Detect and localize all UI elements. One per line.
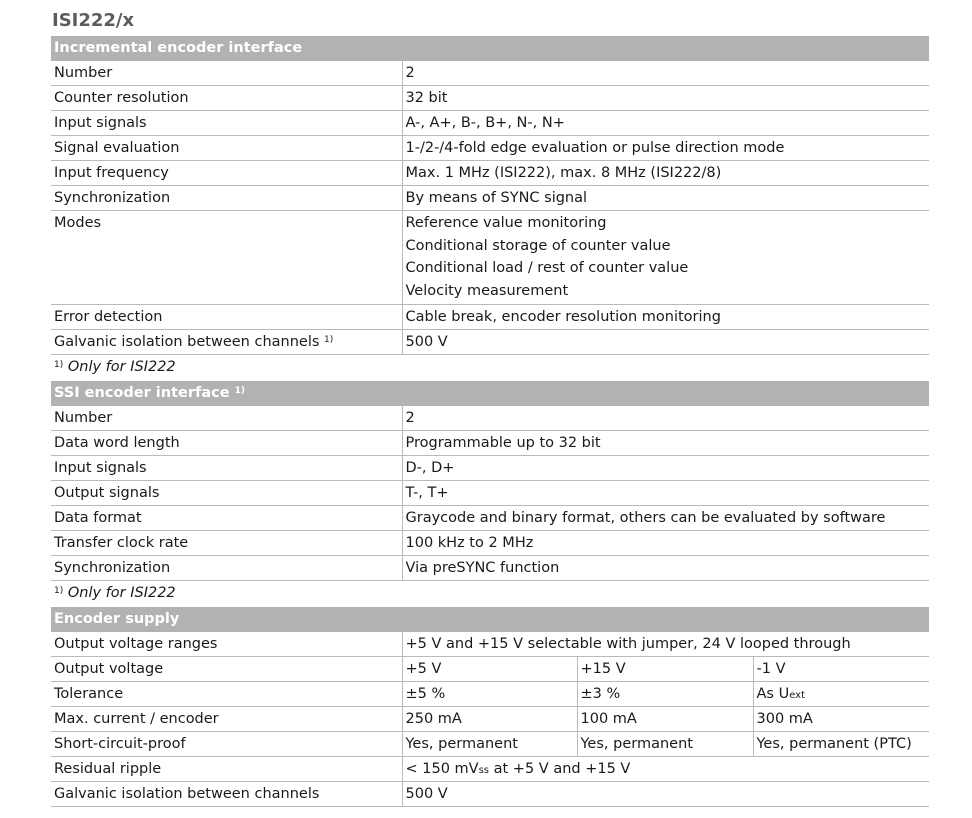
- row-label: Data format: [51, 506, 402, 531]
- section-title: [51, 381, 929, 406]
- table-row: [51, 506, 929, 531]
- row-label: Input signals: [51, 456, 402, 481]
- row-value: Via preSYNC function: [402, 556, 929, 581]
- row-value: 2: [402, 406, 929, 431]
- row-value: 100 kHz to 2 MHz: [402, 531, 929, 556]
- row-label: Transfer clock rate: [51, 531, 402, 556]
- table-row: [51, 111, 929, 136]
- footnote-marker: 1): [324, 335, 334, 345]
- row-value: A-, A+, B-, B+, N-, N+: [402, 111, 929, 136]
- row-value: Yes, permanent: [402, 732, 577, 757]
- footnote-marker: 1): [54, 586, 64, 596]
- row-label: Output signals: [51, 481, 402, 506]
- value-subscript: ext: [789, 690, 806, 701]
- row-value: Programmable up to 32 bit: [402, 431, 929, 456]
- row-value: +5 V and +15 V selectable with jumper, 24 V looped through: [402, 632, 929, 657]
- table-row: [51, 782, 929, 807]
- footnote: [51, 355, 929, 382]
- table-row: [51, 632, 929, 657]
- value-rest: at +5 V and +15 V: [489, 761, 631, 777]
- table-row: [51, 330, 929, 355]
- mode-item: Conditional load / rest of counter value: [405, 260, 689, 276]
- row-value: ±5 %: [402, 682, 577, 707]
- footnote-marker: 1): [234, 386, 245, 396]
- page-title: ISI222/x: [52, 10, 135, 31]
- section-title-text: SSI encoder interface: [54, 385, 230, 401]
- table-row: [51, 531, 929, 556]
- mode-item: Velocity measurement: [405, 282, 569, 299]
- row-value: +15 V: [577, 657, 753, 682]
- row-label: Synchronization: [51, 556, 402, 581]
- row-value: [402, 757, 929, 782]
- table-row-modes: [51, 211, 929, 305]
- table-row: [51, 186, 929, 211]
- row-value: 2: [402, 61, 929, 86]
- row-value: Max. 1 MHz (ISI222), max. 8 MHz (ISI222/8): [402, 161, 929, 186]
- row-label: [51, 330, 402, 355]
- footnote-marker: 1): [54, 360, 64, 370]
- value-subscript: ss: [478, 765, 490, 776]
- footnote-text: [51, 581, 929, 608]
- section-header-ssi: [51, 381, 929, 406]
- footnote-label: Only for ISI222: [67, 585, 176, 601]
- table-row: [51, 86, 929, 111]
- row-value: 1-/2-/4-fold edge evaluation or pulse direction mode: [402, 136, 929, 161]
- row-value: -1 V: [753, 657, 929, 682]
- modes-list: [402, 211, 929, 305]
- row-label: Tolerance: [51, 682, 402, 707]
- row-label: Short-circuit-proof: [51, 732, 402, 757]
- mode-item: Reference value monitoring: [405, 215, 607, 231]
- row-label: Input signals: [51, 111, 402, 136]
- table-row: [51, 136, 929, 161]
- table-row: [51, 657, 929, 682]
- row-value: D-, D+: [402, 456, 929, 481]
- row-label: Counter resolution: [51, 86, 402, 111]
- row-label: Input frequency: [51, 161, 402, 186]
- table-row: [51, 431, 929, 456]
- row-label: Number: [51, 61, 402, 86]
- row-value: 250 mA: [402, 707, 577, 732]
- row-label-text: Galvanic isolation between channels: [54, 334, 320, 350]
- table-row: [51, 757, 929, 782]
- mode-item: Conditional storage of counter value: [405, 237, 671, 254]
- table-row: [51, 682, 929, 707]
- row-value: 32 bit: [402, 86, 929, 111]
- row-value: 100 mA: [577, 707, 753, 732]
- table-row: [51, 732, 929, 757]
- row-label: Number: [51, 406, 402, 431]
- value-main: < 150 mV: [405, 761, 479, 777]
- section-header-incremental: [51, 36, 929, 61]
- row-value: [753, 682, 929, 707]
- section-title: Encoder supply: [51, 607, 929, 632]
- row-value: Yes, permanent (PTC): [753, 732, 929, 757]
- value-main: As U: [756, 686, 790, 702]
- row-label: Galvanic isolation between channels: [51, 782, 402, 807]
- row-value: +5 V: [402, 657, 577, 682]
- section-title: Incremental encoder interface: [51, 36, 929, 61]
- row-value: T-, T+: [402, 481, 929, 506]
- row-value: 300 mA: [753, 707, 929, 732]
- row-label: Max. current / encoder: [51, 707, 402, 732]
- table-row: [51, 61, 929, 86]
- row-value: By means of SYNC signal: [402, 186, 929, 211]
- spec-table: [51, 36, 929, 807]
- row-label: Signal evaluation: [51, 136, 402, 161]
- row-value: 500 V: [402, 330, 929, 355]
- table-row: [51, 305, 929, 330]
- footnote: [51, 581, 929, 608]
- row-value: Cable break, encoder resolution monitoring: [402, 305, 929, 330]
- row-label: Data word length: [51, 431, 402, 456]
- table-row: [51, 707, 929, 732]
- row-value: 500 V: [402, 782, 929, 807]
- table-row: [51, 556, 929, 581]
- row-label: Output voltage: [51, 657, 402, 682]
- table-row: [51, 161, 929, 186]
- table-row: [51, 406, 929, 431]
- row-label: Synchronization: [51, 186, 402, 211]
- row-label: Error detection: [51, 305, 402, 330]
- footnote-text: [51, 355, 929, 382]
- row-value: ±3 %: [577, 682, 753, 707]
- section-header-supply: [51, 607, 929, 632]
- row-value: Yes, permanent: [577, 732, 753, 757]
- table-row: [51, 456, 929, 481]
- row-label: Residual ripple: [51, 757, 402, 782]
- row-label: Output voltage ranges: [51, 632, 402, 657]
- table-row: [51, 481, 929, 506]
- row-label: Modes: [51, 211, 402, 305]
- row-value: Graycode and binary format, others can be evaluated by software: [402, 506, 929, 531]
- footnote-label: Only for ISI222: [67, 359, 176, 375]
